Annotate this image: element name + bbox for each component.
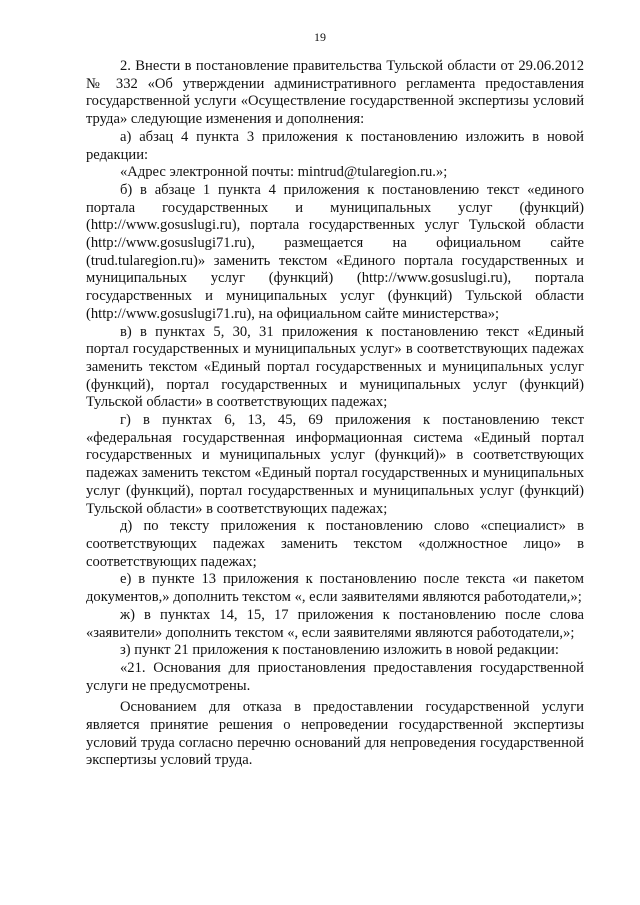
document-body: [86, 58, 584, 770]
page-number: 19: [314, 30, 326, 44]
paragraph-subitem-e: е) в пункте 13 приложения к постановлению после текста «и пакетом документов,» дополнить текстом «, если заявителями являются работодатели,»;: [86, 571, 584, 606]
paragraph-quote-email: «Адрес электронной почты: mintrud@tularegion.ru.»;: [120, 164, 448, 181]
paragraph-subitem-d: д) по тексту приложения к постановлению слово «специалист» в соответствующих падежах заменить текстом «должностное лицо» в соответствующих падежах;: [86, 518, 584, 570]
paragraph-refusal-grounds: Основанием для отказа в предоставлении государственной услуги является принятие решения о непроведении государственной экспертизы условий труда согласно перечню оснований для непроведения государственной экспертизы условий труда.: [86, 699, 584, 769]
paragraph-item-2: 2. Внести в постановление правительства Тульской области от 29.06.2012 № 332 «Об утверждении административного регламента предоставления государственной услуги «Осуществление государственной экспертизы условий труда» следующие изменения и дополнения:: [86, 58, 584, 128]
paragraph-quote-21: «21. Основания для приостановления предоставления государственной услуги не предусмотрены.: [86, 659, 584, 694]
paragraph-subitem-b: б) в абзаце 1 пункта 4 приложения к постановлению текст «единого портала государственных и муниципальных услуг (функций) (http://www.gosuslugi.ru), портала государственных услуг Тульской области (http://www.gosuslugi71.ru), размещается на официальном сайте (trud.tularegion.ru)» заменить текстом «Единого портала государственных и муниципальных услуг (функций) (http://www.gosuslugi.ru), портала государственных и муниципальных услуг (функций) Тульской области (http://www.gosuslugi71.ru), на официальном сайте министерства»;: [86, 181, 584, 322]
paragraph-subitem-a: а) абзац 4 пункта 3 приложения к постановлению изложить в новой редакции:: [86, 128, 584, 163]
paragraph-subitem-g: г) в пунктах 6, 13, 45, 69 приложения к постановлению текст «федеральная государственная информационная система «Единый портал государственных и муниципальных услуг (функций)» в соответствующих падежах заменить текстом «Единый портал государственных и муниципальных услуг (функций), портал государственных и муниципальных услуг (функций) Тульской области» в соответствующих падежах;: [86, 412, 584, 517]
paragraph-subitem-zh: ж) в пунктах 14, 15, 17 приложения к постановлению после слова «заявители» дополнить текстом «, если заявителями являются работодатели,»;: [86, 606, 584, 641]
paragraph-subitem-v: в) в пунктах 5, 30, 31 приложения к постановлению текст «Единый портал государственных и муниципальных услуг» в соответствующих падежах заменить текстом «Единый портал государственных и муниципальных услуг (функций), портал государственных и муниципальных услуг (функций) Тульской области» в соответствующих падежах;: [86, 323, 584, 411]
paragraph-subitem-z: з) пункт 21 приложения к постановлению изложить в новой редакции:: [120, 642, 559, 659]
